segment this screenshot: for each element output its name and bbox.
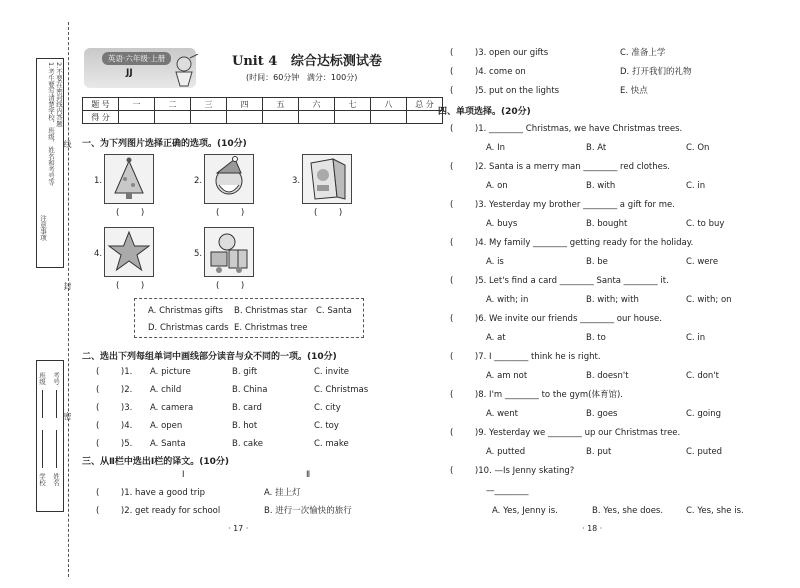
score-cell: 题 号 (83, 98, 119, 111)
p2-q4-c: C. toy (314, 421, 339, 431)
p4-q1-c: C. On (686, 143, 710, 153)
score-input[interactable] (191, 111, 227, 124)
p4-q10-a: A. Yes, Jenny is. (492, 506, 558, 516)
p4-q3-c: C. to buy (686, 219, 725, 229)
score-input[interactable] (227, 111, 263, 124)
seal-mark: 封 (63, 282, 72, 290)
p2-q5-a: A. Santa (150, 439, 186, 449)
pic-num-4: 4. (94, 249, 103, 259)
p4-q4[interactable]: ( )4. My family ________ getting ready for the holiday. (450, 238, 694, 248)
p4-q10[interactable]: ( )10. —Is Jenny skating? (450, 466, 575, 476)
p4-q3-a: A. buys (486, 219, 518, 229)
option-a: A. Christmas gifts (148, 306, 223, 316)
p4-q1-a: A. In (486, 143, 505, 153)
part2-heading: 二、选出下列每组单词中画线部分读音与众不同的一项。(10分) (82, 352, 337, 362)
fold-line (68, 22, 69, 577)
p3-a5: E. 快点 (620, 86, 648, 96)
score-input[interactable] (119, 111, 155, 124)
exam-no-field[interactable] (56, 390, 57, 418)
score-header-row (83, 98, 443, 111)
name-field[interactable] (56, 430, 57, 468)
star-icon (105, 228, 153, 276)
pic-star (104, 227, 154, 277)
part1-heading: 一、为下列图片选择正确的选项。(10分) (82, 139, 247, 149)
p4-q10-b: B. Yes, she does. (592, 506, 664, 516)
line-mark: 线 (63, 140, 72, 148)
p2-q1-a: A. picture (150, 367, 191, 377)
p4-q10-sub[interactable]: —________ (486, 486, 529, 496)
option-e: E. Christmas tree (234, 323, 308, 333)
cartoon-icon (168, 54, 200, 88)
p3-q4[interactable]: ( )4. come on (450, 67, 526, 77)
exam-title: Unit 4 综合达标测试卷 (232, 54, 382, 69)
p2-q2-a: A. child (150, 385, 182, 395)
score-cell: 四 (227, 98, 263, 111)
p4-q7-a: A. am not (486, 371, 528, 381)
p4-q4-b: B. be (586, 257, 608, 267)
p3-a3: C. 准备上学 (620, 48, 666, 58)
p4-q4-a: A. is (486, 257, 504, 267)
pic-num-2: 2. (194, 176, 203, 186)
p2-q2-c: C. Christmas (314, 385, 369, 395)
p2-q4-a: A. open (150, 421, 183, 431)
p4-q10-c: C. Yes, she is. (686, 506, 744, 516)
edition: JJ (126, 68, 133, 78)
part3-heading: 三、从Ⅱ栏中选出Ⅰ栏的译文。(10分) (82, 457, 230, 467)
school-label: 学校 (38, 473, 46, 486)
p2-q1-b: B. gift (232, 367, 258, 377)
pic-christmas-gifts (204, 227, 254, 277)
score-cell: 七 (335, 98, 371, 111)
score-cell: 二 (155, 98, 191, 111)
exam-no-label: 考号 (52, 372, 60, 385)
score-input[interactable] (155, 111, 191, 124)
score-cell: 一 (119, 98, 155, 111)
p4-q7-c: C. don't (686, 371, 719, 381)
p3-q3[interactable]: ( )3. open our gifts (450, 48, 549, 58)
score-value-row (83, 111, 443, 124)
exam-subtitle: (时间：60分钟 满分：100分) (246, 73, 358, 82)
p3-q1[interactable]: ( )1. have a good trip (96, 488, 206, 498)
p4-q7-b: B. doesn't (586, 371, 629, 381)
dense-mark: 密 (63, 412, 72, 420)
option-d: D. Christmas cards (148, 323, 229, 333)
p2-q3-num[interactable]: ( )3. (96, 403, 133, 413)
p4-q6-c: C. in (686, 333, 706, 343)
score-input[interactable] (335, 111, 371, 124)
pic-answer-4[interactable]: ( ) (116, 281, 145, 291)
santa-icon (205, 155, 253, 203)
p4-q3[interactable]: ( )3. Yesterday my brother ________ a gift for me. (450, 200, 675, 210)
christmas-card-icon (303, 155, 351, 203)
p2-q2-num[interactable]: ( )2. (96, 385, 133, 395)
p2-q4-b: B. hot (232, 421, 258, 431)
p2-q5-c: C. make (314, 439, 349, 449)
p4-q8-a: A. went (486, 409, 518, 419)
score-input[interactable] (371, 111, 407, 124)
pic-christmas-tree (104, 154, 154, 204)
notice-rule-1: 1.考生要写清楚学校、班级、姓名和考号等 (47, 62, 55, 186)
p2-q5-b: B. cake (232, 439, 263, 449)
notice-rule-2: 2.不要在密封线内答题 (55, 62, 63, 127)
p4-q1[interactable]: ( )1. ________ Christmas, we have Christmas trees. (450, 124, 683, 134)
p4-q6-b: B. to (586, 333, 606, 343)
page-number-left: · 17 · (228, 524, 249, 533)
col2-label: Ⅱ (306, 470, 311, 480)
score-input[interactable] (299, 111, 335, 124)
p2-q2-b: B. China (232, 385, 268, 395)
p3-a4: D. 打开我们的礼物 (620, 67, 692, 77)
pic-num-5: 5. (194, 249, 203, 259)
pic-answer-1[interactable]: ( ) (116, 208, 145, 218)
p3-q5[interactable]: ( )5. put on the lights (450, 86, 560, 96)
page-number-right: · 18 · (582, 524, 603, 533)
p4-q2[interactable]: ( )2. Santa is a merry man ________ red clothes. (450, 162, 671, 172)
p4-q8-b: B. goes (586, 409, 618, 419)
p4-q9-a: A. putted (486, 447, 526, 457)
col1-label: Ⅰ (182, 470, 185, 480)
pic-santa (204, 154, 254, 204)
p4-q6-a: A. at (486, 333, 506, 343)
score-cell: 总 分 (407, 98, 443, 111)
p4-q2-a: A. on (486, 181, 508, 191)
p2-q3-b: B. card (232, 403, 262, 413)
p3-a1: A. 挂上灯 (264, 488, 301, 498)
p4-q9-b: B. put (586, 447, 612, 457)
pic-answer-5[interactable]: ( ) (216, 281, 245, 291)
p2-q1-c: C. invite (314, 367, 350, 377)
p4-q5-a: A. with; in (486, 295, 529, 305)
option-b: B. Christmas star (234, 306, 308, 316)
p2-q4-num[interactable]: ( )4. (96, 421, 133, 431)
p4-q8[interactable]: ( )8. I'm ________ to the gym(体育馆). (450, 390, 624, 400)
p4-q9-c: C. puted (686, 447, 723, 457)
school-field[interactable] (42, 430, 43, 468)
class-label: 班级 (38, 372, 46, 385)
p4-q7[interactable]: ( )7. I ________ think he is right. (450, 352, 601, 362)
score-cell: 三 (191, 98, 227, 111)
p4-q2-b: B. with (586, 181, 616, 191)
score-table (82, 97, 443, 124)
score-cell: 六 (299, 98, 335, 111)
p4-q5[interactable]: ( )5. Let's find a card ________ Santa ________ it. (450, 276, 669, 286)
p2-q3-c: C. city (314, 403, 341, 413)
p3-a2: B. 进行一次愉快的旅行 (264, 506, 352, 516)
notice-label: 注意事项 (39, 215, 47, 241)
pic-num-3: 3. (292, 176, 301, 186)
p4-q1-b: B. At (586, 143, 607, 153)
score-cell: 五 (263, 98, 299, 111)
score-cell: 八 (371, 98, 407, 111)
pic-answer-3[interactable]: ( ) (314, 208, 343, 218)
score-label: 得 分 (83, 111, 119, 124)
score-input[interactable] (263, 111, 299, 124)
p4-q5-c: C. with; on (686, 295, 732, 305)
p2-q1-num[interactable]: ( )1. (96, 367, 133, 377)
p4-q5-b: B. with; with (586, 295, 639, 305)
name-label: 姓名 (52, 473, 60, 486)
p4-q9[interactable]: ( )9. Yesterday we ________ up our Christmas tree. (450, 428, 681, 438)
p2-q3-a: A. camera (150, 403, 194, 413)
pic-answer-2[interactable]: ( ) (216, 208, 245, 218)
p3-q2[interactable]: ( )2. get ready for school (96, 506, 221, 516)
christmas-tree-icon (105, 155, 153, 203)
option-c: C. Santa (316, 306, 352, 316)
p4-q6[interactable]: ( )6. We invite our friends ________ our house. (450, 314, 662, 324)
p4-q3-b: B. bought (586, 219, 628, 229)
gifts-icon (205, 228, 253, 276)
p4-q4-c: C. were (686, 257, 719, 267)
p2-q5-num[interactable]: ( )5. (96, 439, 133, 449)
pic-christmas-card (302, 154, 352, 204)
class-field[interactable] (42, 390, 43, 418)
pic-num-1: 1. (94, 176, 103, 186)
p4-q2-c: C. in (686, 181, 706, 191)
p4-q8-c: C. going (686, 409, 722, 419)
part4-heading: 四、单项选择。(20分) (438, 107, 531, 117)
badge: 英语·六年级·上册 (102, 52, 171, 65)
